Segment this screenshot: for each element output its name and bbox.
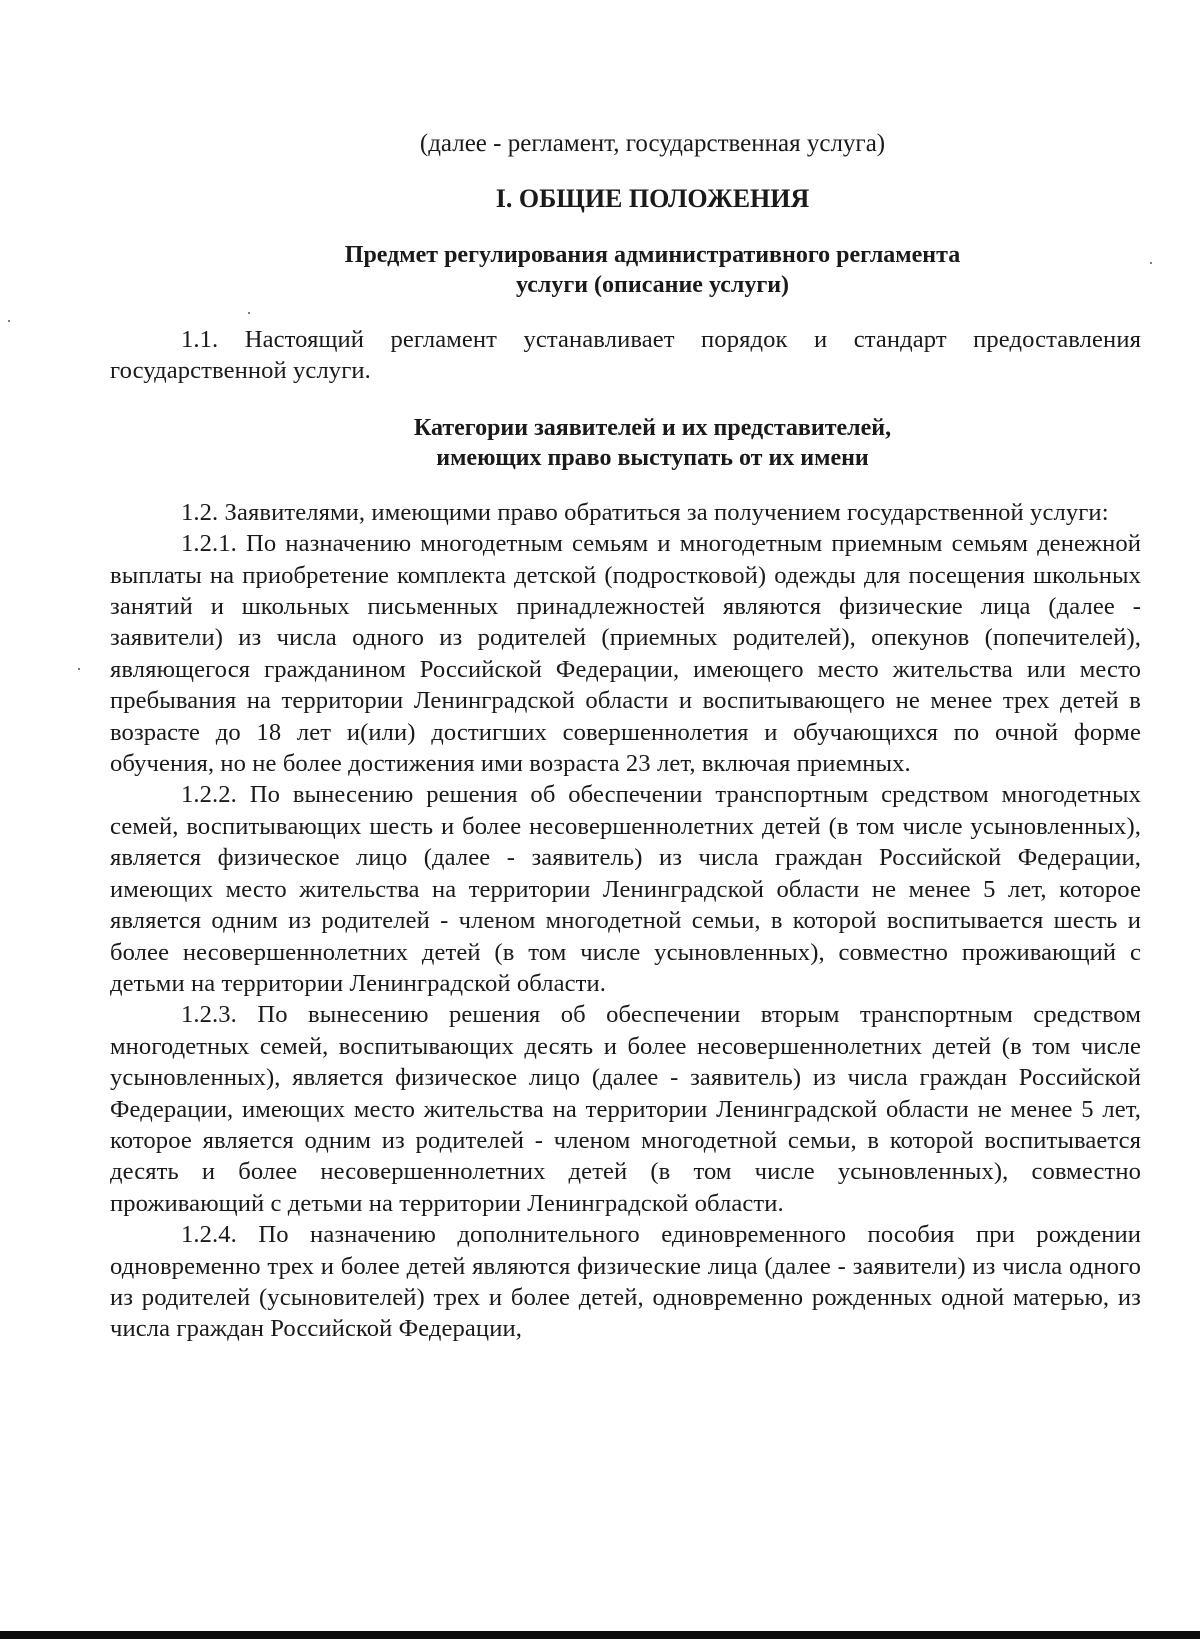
scan-speck	[248, 312, 250, 314]
section-heading-subject-line2: услуги (описание услуги)	[515, 272, 790, 298]
section-heading-applicants-line1: Категории заявителей и их представителей,	[413, 414, 892, 441]
chapter-title: I. ОБЩИЕ ПОЛОЖЕНИЯ	[495, 184, 810, 213]
paragraph-1-2-2: 1.2.2. По вынесению решения об обеспечении транспортным средством многодетных семей, воспитывающих шесть и более несовершеннолетних детей (в том числе усыновленных), является физическое лицо (далее - заявитель) из числа граждан Российской Федерации, имеющих место жительства на территории Ленинградской области не менее 5 лет, которое является одним из родителей - членом многодетной семьи, в которой воспитывается шесть и более несовершеннолетних детей (в том числе усыновленных), совместно проживающий с детьми на территории Ленинградской области.	[110, 781, 1141, 997]
section-heading-subject-line1: Предмет регулирования административного регламента	[344, 242, 961, 268]
paragraph-1-2-3: 1.2.3. По вынесению решения об обеспечении вторым транспортным средством многодетных семей, воспитывающих десять и более несовершеннолетних детей (в том числе усыновленных), является физическое лицо (далее - заявитель) из числа граждан Российской Федерации, имеющих место жительства на территории Ленинградской области не менее 5 лет, которое является одним из родителей - членом многодетной семьи, в которой воспитывается десять и более несовершеннолетних детей (в том числе усыновленных), совместно проживающий с детьми на территории Ленинградской области.	[110, 1001, 1141, 1217]
section-heading-applicants	[110, 413, 1141, 473]
paragraph-1-1: 1.1. Настоящий регламент устанавливает порядок и стандарт предоставления государственной услуги.	[110, 326, 1141, 385]
paragraph-1-2-4: 1.2.4. По назначению дополнительного единовременного пособия при рождении одновременно трех и более детей являются физические лица (далее - заявители) из числа одного из родителей (усыновителей) трех и более детей, одновременно рожденных одной матерью, из числа граждан Российской Федерации,	[110, 1221, 1141, 1343]
document-page	[110, 128, 1141, 1345]
scan-speck	[78, 668, 80, 670]
section-heading-applicants-line2: имеющих право выступать от их имени	[436, 444, 869, 471]
scan-speck	[1150, 262, 1152, 264]
section-heading-subject	[110, 240, 1141, 300]
intro-line: (далее - регламент, государственная услуга)	[419, 130, 886, 157]
paragraph-1-2: 1.2. Заявителями, имеющими право обратиться за получением государственной услуги:	[181, 498, 1109, 526]
paragraph-1-2-1: 1.2.1. По назначению многодетным семьям и многодетным приемным семьям денежной выплаты на приобретение комплекта детской (подростковой) одежды для посещения школьных занятий и школьных письменных принадлежностей являются физические лица (далее - заявители) из числа одного из родителей (приемных родителей), опекунов (попечителей), являющегося гражданином Российской Федерации, имеющего место жительства или место пребывания на территории Ленинградской области и воспитывающего не менее трех детей в возрасте до 18 лет и(или) достигших совершеннолетия и обучающихся по очной форме обучения, но не более достижения ими возраста 23 лет, включая приемных.	[110, 530, 1141, 778]
scan-speck	[8, 320, 10, 322]
scan-bottom-edge	[0, 1631, 1200, 1639]
